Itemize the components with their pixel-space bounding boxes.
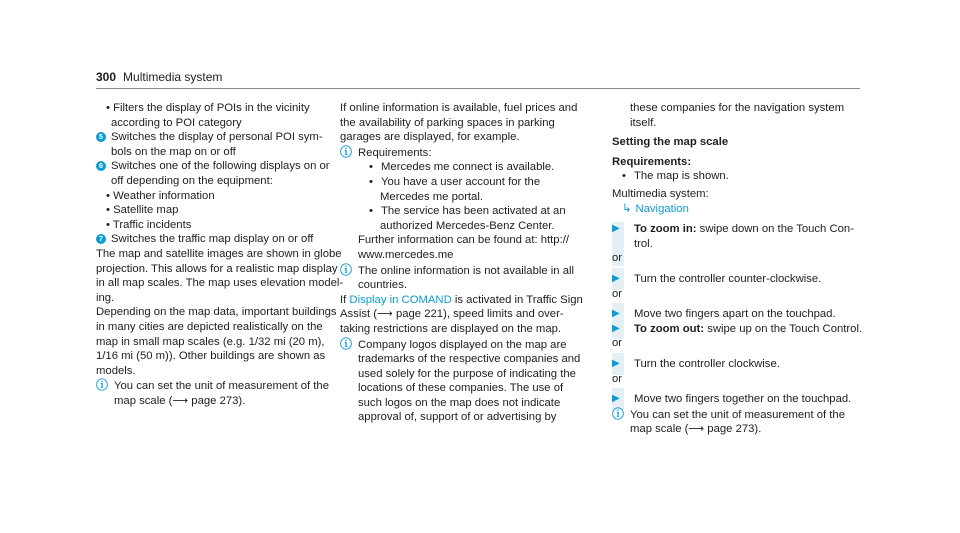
section-heading: Setting the map scale (612, 136, 729, 149)
info-icon: ⓘ (96, 378, 109, 393)
text-line: garages are displayed, for example. (340, 131, 520, 144)
text-line: Turn the controller counter-clockwise. (634, 272, 822, 285)
column-3 (612, 101, 872, 437)
action-arrow-icon: ▶ (612, 357, 620, 369)
or-label: or (612, 287, 623, 300)
info-icon: ⓘ (340, 144, 353, 159)
list-item: • Traffic incidents (106, 218, 192, 231)
text-line: If online information is available, fuel prices and (340, 102, 578, 114)
requirements-label: Requirements: (612, 155, 692, 168)
text-line: in all map scales. The map uses elevation model- (96, 277, 344, 290)
page-ref-arrow-icon: ⟶ (377, 308, 393, 321)
text-span: swipe down on the Touch Con- (696, 223, 854, 236)
requirement-bullet-icon: • (369, 205, 373, 218)
zoom-out-label: To zoom out: (634, 322, 705, 335)
text-line: used solely for the purpose of indicating the (358, 367, 576, 380)
or-label: or (612, 337, 623, 350)
step-zoom-in (612, 222, 872, 251)
requirement-item: Mercedes me portal. (380, 190, 483, 203)
requirement-item: The map is shown. (634, 170, 729, 183)
page-ref-arrow-icon: ⟶ (688, 423, 705, 436)
requirement-bullet-icon: • (369, 175, 373, 188)
text-line: You can set the unit of measurement of the (114, 380, 329, 393)
requirement-item: Mercedes me connect is available. (381, 161, 555, 174)
step-fingers-apart (612, 307, 872, 322)
text-line: locations of these companies. The use of (358, 382, 564, 395)
column-2 (340, 101, 602, 425)
text-line: You can set the unit of measurement of the (630, 408, 845, 421)
page-ref-arrow-icon: ⟶ (172, 394, 189, 407)
section-title: Multimedia system (123, 70, 223, 84)
info-icon: ⓘ (612, 406, 625, 421)
page-header (96, 70, 222, 85)
step-fingers-together (612, 392, 872, 407)
callout-5-badge: 5 (96, 132, 106, 142)
text-line: Company logos displayed on the map are (358, 338, 567, 351)
callout-6-badge: 6 (96, 161, 106, 171)
page-ref-link[interactable]: page 273). (704, 423, 762, 436)
text-line: Switches one of the following displays on or (111, 160, 330, 173)
requirements-label: Requirements: (358, 146, 432, 159)
text-line: approval of, support of or advertising by (358, 411, 557, 424)
requirement-item: authorized Mercedes-Benz Center. (380, 219, 555, 232)
text-line: according to POI category (111, 116, 242, 129)
text-line: • Filters the display of POIs in the vicinity (106, 102, 310, 114)
navigation-link[interactable]: Navigation (635, 202, 689, 215)
text-line: models. (96, 364, 136, 377)
requirement-bullet-icon: • (369, 161, 373, 174)
text-line: the availability of parking spaces in parking (340, 116, 555, 129)
or-label: or (612, 372, 623, 385)
page-ref-link[interactable]: page 221), speed limits and over- (392, 308, 564, 321)
action-arrow-icon: ▶ (612, 223, 620, 235)
requirement-bullet-icon: • (622, 170, 626, 183)
action-arrow-icon: ▶ (612, 322, 620, 334)
text-line: projection. This allows for a realistic map display (96, 262, 338, 275)
text-line: bols on the map on or off (111, 145, 236, 158)
text-line: in many cities are depicted realistically on the (96, 320, 323, 333)
text-span: If (340, 293, 350, 306)
action-arrow-icon: ▶ (612, 272, 620, 284)
text-line: Multimedia system: (612, 187, 709, 200)
nav-path-arrow-icon: ↳ (622, 202, 632, 215)
text-span: swipe up on the Touch Control. (704, 322, 863, 335)
list-item: • Weather information (106, 189, 215, 202)
text-span: Assist ( (340, 308, 378, 321)
zoom-in-label: To zoom in: (634, 223, 697, 236)
text-line: such logos on the map does not indicate (358, 396, 561, 409)
text-line: itself. (630, 116, 657, 129)
text-line: countries. (358, 279, 407, 292)
text-span: is activated in Traffic Sign (451, 293, 583, 306)
text-line: 1/16 mi (50 m)). Other buildings are shown as (96, 350, 326, 363)
text-span: map scale ( (630, 423, 689, 436)
text-line: The map and satellite images are shown in globe (96, 247, 342, 260)
page-number: 300 (96, 70, 117, 84)
text-line: www.mercedes.me (358, 248, 454, 261)
step-turn-cw (612, 357, 872, 372)
or-label: or (612, 252, 623, 265)
text-line: map in small map scales (e.g. 1/32 mi (20 m), (96, 335, 325, 348)
text-line: trademarks of the respective companies and (358, 353, 581, 366)
action-arrow-icon: ▶ (612, 308, 620, 320)
text-span: map scale ( (114, 394, 173, 407)
header-rule (96, 88, 860, 89)
step-turn-ccw (612, 272, 872, 287)
info-icon: ⓘ (340, 262, 353, 277)
text-line: The online information is not available in all (358, 264, 575, 277)
callout-7-badge: 7 (96, 234, 106, 244)
text-line: Switches the traffic map display on or off (111, 233, 314, 246)
list-item: • Satellite map (106, 204, 179, 217)
info-icon: ⓘ (340, 336, 353, 351)
step-zoom-out (612, 322, 872, 337)
text-line: Move two fingers apart on the touchpad. (634, 308, 836, 321)
requirement-item: The service has been activated at an (381, 205, 566, 218)
text-line: Switches the display of personal POI sym- (111, 131, 323, 144)
column-1 (96, 101, 344, 408)
text-line: ing. (96, 291, 115, 304)
text-line: Further information can be found at: http:// (358, 234, 569, 247)
requirement-item: You have a user account for the (381, 175, 541, 188)
display-in-comand-link[interactable]: Display in COMAND (349, 293, 452, 306)
text-line: Depending on the map data, important buildings (96, 306, 337, 319)
text-line: off depending on the equipment: (111, 174, 273, 187)
text-line: taking restrictions are displayed on the map. (340, 322, 562, 335)
text-line: these companies for the navigation system (630, 102, 845, 114)
text-line: Move two fingers together on the touchpad. (634, 393, 852, 406)
action-arrow-icon: ▶ (612, 393, 620, 405)
text-line: Turn the controller clockwise. (634, 357, 780, 370)
page-ref-link[interactable]: page 273). (188, 394, 246, 407)
text-line: trol. (634, 237, 653, 250)
